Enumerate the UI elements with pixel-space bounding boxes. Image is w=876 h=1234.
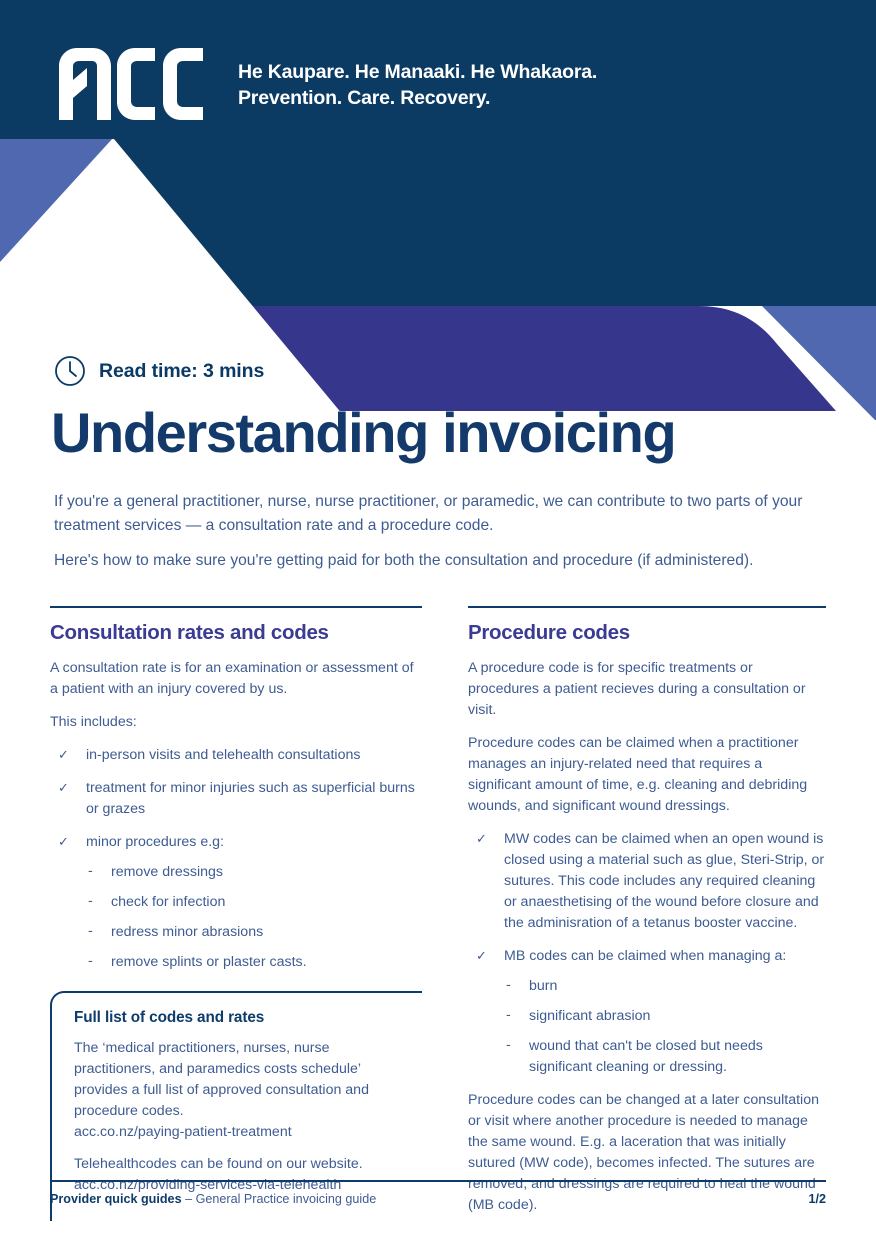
consultation-includes-label: This includes: [50, 714, 137, 731]
heading-consultation: Consultation rates and codes [50, 621, 329, 644]
acc-logo [53, 44, 213, 124]
section-rule-right [468, 606, 826, 608]
list-item-label: MB codes can be claimed when managing a: [504, 948, 787, 965]
card-link-2[interactable]: acc.co.nz/providing-services-via-telehealth [74, 1177, 342, 1194]
list-item-label: MW codes can be claimed when an open wound is closed using a material such as glue, Steri-Strip, or sutures. This code includes any required cleaning or anaesthetising of the wound before closure and the adminisration of a tetanus booster vaccine. [504, 831, 825, 932]
list-item [504, 1036, 826, 1078]
list-item-label: significant abrasion [529, 1008, 651, 1025]
list-item-label: remove dressings [111, 864, 223, 881]
list-item-label: redress minor abrasions [111, 924, 264, 941]
page-footer [50, 1180, 826, 1206]
card-body-1 [74, 1038, 412, 1143]
mb-codes-sub-list [504, 976, 826, 1078]
dash-icon: - [506, 1037, 511, 1054]
list-item [50, 778, 422, 820]
card-link-1[interactable]: acc.co.nz/paying-patient-treatment [74, 1124, 292, 1141]
list-item-label: treatment for minor injuries such as superficial burns or grazes [86, 780, 415, 818]
page-number: 1/2 [808, 1192, 826, 1206]
list-item-label: in-person visits and telehealth consultations [86, 747, 361, 764]
list-item-label: minor procedures e.g: [86, 834, 225, 851]
card-title: Full list of codes and rates [74, 1009, 265, 1027]
intro-paragraph-1: If you're a general practitioner, nurse, nurse practitioner, or paramedic, we can contribute to two parts of your treatment services — a consultation rate and a procedure code. [54, 493, 803, 535]
list-item [50, 745, 422, 766]
list-item [86, 922, 422, 943]
section-rule-left [50, 606, 422, 608]
list-item-label: wound that can't be closed but needs significant cleaning or dressing. [529, 1038, 763, 1076]
footer-subtitle: General Practice invoicing guide [195, 1192, 377, 1206]
dash-icon: - [506, 977, 511, 994]
list-item [86, 952, 422, 973]
procedure-intro-text: A procedure code is for specific treatments or procedures a patient recieves during a consultation or visit. [468, 660, 806, 719]
read-time-label: Read time: 3 mins [99, 359, 265, 382]
list-item [504, 976, 826, 997]
procedure-check-list [468, 829, 826, 1078]
check-icon: ✓ [58, 834, 69, 850]
page-title: Understanding invoicing [51, 401, 676, 464]
clock-icon [54, 355, 86, 387]
intro-paragraph-2: Here's how to make sure you're getting paid for both the consultation and procedure (if administered). [54, 552, 754, 570]
heading-procedure: Procedure codes [468, 621, 630, 644]
tagline-maori: He Kaupare. He Manaaki. He Whakaora. [238, 61, 598, 83]
list-item [86, 862, 422, 883]
list-item [50, 832, 422, 973]
read-time [54, 355, 264, 387]
card-body-1-text: The ‘medical practitioners, nurses, nurse practitioners, and paramedics costs schedule’ provides a full list of approved consultation and procedure codes. [74, 1040, 369, 1120]
dash-icon: - [88, 923, 93, 940]
procedure-body-text: Procedure codes can be claimed when a practitioner manages an injury-related need that requires a significant amount of time, e.g. cleaning and debriding wounds, and significant wound dressings. [468, 735, 808, 815]
minor-procedures-sub-list [86, 862, 422, 973]
column-procedure [468, 606, 826, 1221]
list-item-label: remove splints or plaster casts. [111, 954, 307, 971]
tagline-english: Prevention. Care. Recovery. [238, 86, 491, 109]
list-item [468, 946, 826, 1078]
footer-bold-label: Provider quick guides [50, 1192, 182, 1206]
dash-icon: - [88, 893, 93, 910]
list-item [86, 892, 422, 913]
dash-icon: - [506, 1007, 511, 1024]
card-body-2-text: Telehealthcodes can be found on our website. [74, 1156, 363, 1173]
dash-icon: - [88, 953, 93, 970]
check-icon: ✓ [58, 780, 69, 796]
check-icon: ✓ [476, 948, 487, 964]
list-item [468, 829, 826, 934]
footer-separator: – [185, 1192, 193, 1206]
list-item-label: burn [529, 978, 558, 995]
consultation-intro-text: A consultation rate is for an examination or assessment of a patient with an injury covered by us. [50, 660, 414, 698]
list-item-label: check for infection [111, 894, 226, 911]
consultation-check-list [50, 745, 422, 973]
list-item [504, 1006, 826, 1027]
footer-text [50, 1192, 376, 1206]
check-icon: ✓ [476, 831, 487, 847]
content-columns [0, 606, 876, 1221]
brand-tagline [238, 60, 597, 111]
footer-rule [50, 1180, 826, 1182]
column-consultation [50, 606, 422, 1221]
dash-icon: - [88, 863, 93, 880]
procedure-closing-text: Procedure codes can be changed at a later consultation or visit where another procedure is needed to manage the same wound. E.g. a laceration that was initially sutured (MW code), becomes infected. The sutures are removed, and dressings are required to heal the wound (MB code). [468, 1092, 819, 1214]
intro-block [54, 490, 826, 573]
check-icon: ✓ [58, 747, 69, 763]
